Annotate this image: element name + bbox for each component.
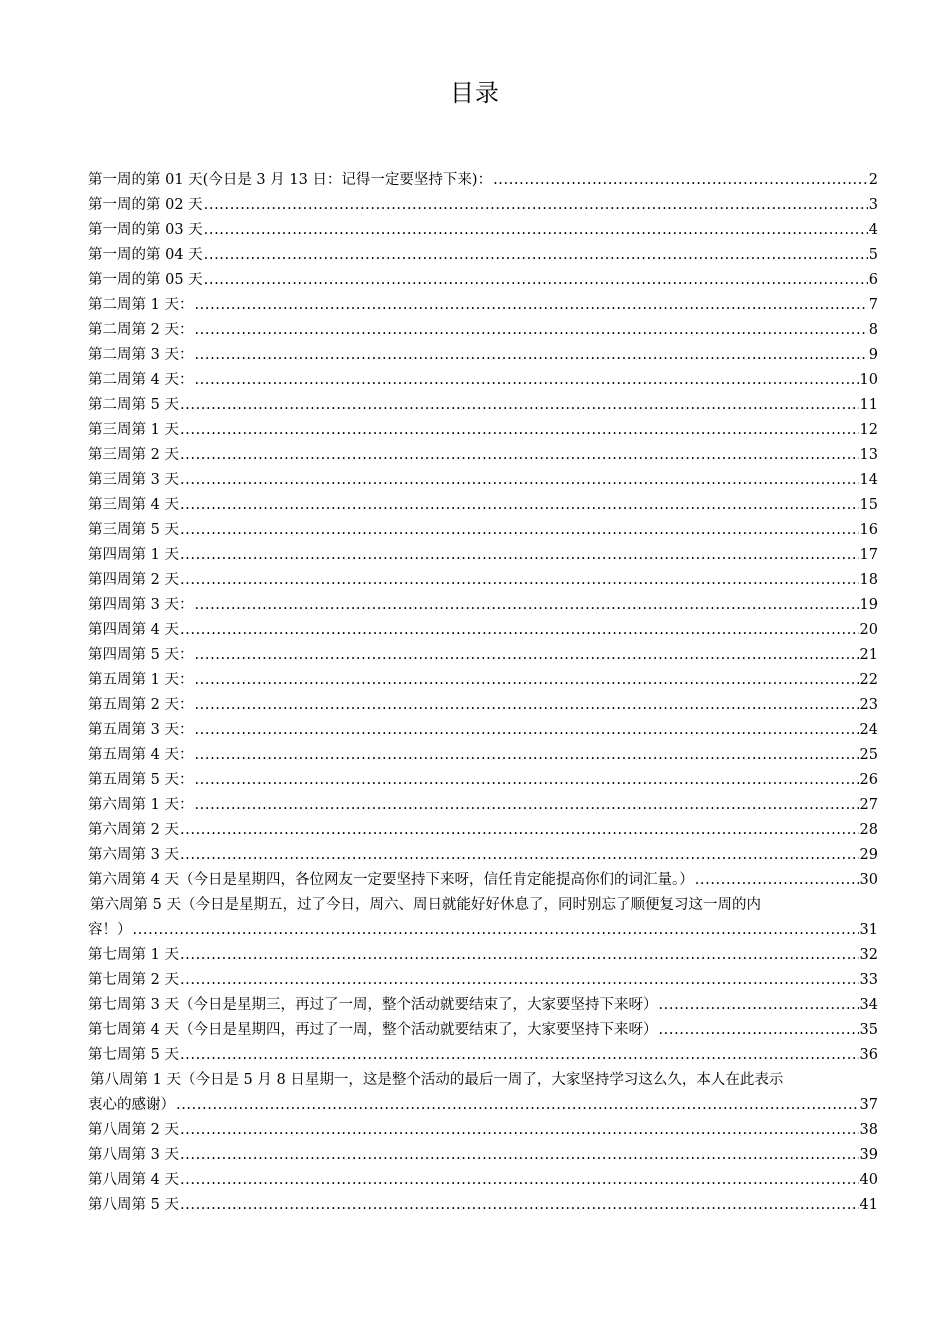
toc-entry-title: 第一周的第 02 天 (88, 197, 203, 213)
toc-entry[interactable] (88, 1143, 878, 1168)
dot-leader (180, 1168, 859, 1193)
toc-entry-page-number: 8 (868, 322, 878, 338)
toc-entry[interactable] (88, 968, 878, 993)
toc-entry[interactable] (88, 218, 878, 243)
toc-entry[interactable] (88, 1193, 878, 1218)
toc-entry-title: 第七周第 1 天 (88, 947, 179, 963)
toc-entry-title: 第八周第 3 天 (88, 1147, 179, 1163)
toc-entry-title: 第一周的第 05 天 (88, 272, 203, 288)
toc-entry-title: 第二周第 5 天 (88, 397, 179, 413)
toc-entry[interactable] (88, 818, 878, 843)
dot-leader (180, 468, 859, 493)
dot-leader (180, 393, 859, 418)
toc-entry-page-number: 13 (859, 447, 878, 463)
dot-leader (180, 943, 859, 968)
toc-entry[interactable] (88, 468, 878, 493)
toc-entry-page-number: 40 (859, 1172, 878, 1188)
toc-entry-title: 第五周第 4 天： (88, 747, 194, 763)
dot-leader (194, 743, 858, 768)
toc-entry[interactable] (88, 493, 878, 518)
toc-entry-page-number: 12 (859, 422, 878, 438)
table-of-contents (88, 168, 878, 1218)
toc-entry-title-continued: 衷心的感谢） (88, 1097, 175, 1113)
toc-entry-page-number: 2 (868, 172, 878, 188)
toc-entry[interactable] (88, 943, 878, 968)
dot-leader (194, 793, 858, 818)
toc-entry[interactable] (88, 768, 878, 793)
toc-entry-line2 (88, 1093, 878, 1118)
dot-leader (194, 343, 867, 368)
toc-entry-page-number: 15 (859, 497, 878, 513)
toc-entry[interactable] (88, 518, 878, 543)
toc-entry-page-number: 10 (859, 372, 878, 388)
toc-entry[interactable] (88, 293, 878, 318)
dot-leader (194, 693, 858, 718)
toc-entry-page-number: 30 (859, 872, 878, 888)
dot-leader (180, 443, 859, 468)
toc-entry-page-number: 36 (859, 1047, 878, 1063)
toc-entry-title: 第四周第 5 天： (88, 647, 194, 663)
toc-entry-title: 第二周第 1 天： (88, 297, 194, 313)
toc-entry[interactable] (88, 593, 878, 618)
dot-leader (180, 418, 859, 443)
toc-entry-title: 第四周第 1 天 (88, 547, 179, 563)
toc-entry-title: 第五周第 3 天： (88, 722, 194, 738)
dot-leader (658, 993, 858, 1018)
dot-leader (695, 868, 859, 893)
toc-entry-title: 第三周第 2 天 (88, 447, 179, 463)
dot-leader (204, 268, 868, 293)
toc-entry[interactable] (88, 668, 878, 693)
toc-entry-page-number: 39 (859, 1147, 878, 1163)
dot-leader (204, 193, 868, 218)
toc-entry-page-number: 33 (859, 972, 878, 988)
toc-entry-page-number: 6 (868, 272, 878, 288)
toc-entry-page-number: 31 (859, 922, 878, 938)
toc-entry-title: 第六周第 4 天（今日是星期四，各位网友一定要坚持下来呀，信任肯定能提高你们的词汇量。） (88, 872, 694, 888)
toc-entry[interactable] (88, 693, 878, 718)
toc-entry[interactable] (88, 1118, 878, 1143)
dot-leader (180, 1118, 859, 1143)
toc-entry[interactable] (88, 618, 878, 643)
toc-entry-page-number: 22 (859, 672, 878, 688)
toc-entry[interactable] (88, 993, 878, 1018)
toc-entry-title: 第六周第 1 天： (88, 797, 194, 813)
toc-entry-title: 第五周第 2 天： (88, 697, 194, 713)
dot-leader (180, 618, 859, 643)
toc-entry[interactable] (88, 343, 878, 368)
toc-entry-title: 第六周第 5 天（今日是星期五，过了今日，周六、周日就能好好休息了，同时别忘了顺便复习这一周的内 (90, 897, 761, 913)
toc-entry-title: 第七周第 5 天 (88, 1047, 179, 1063)
toc-entry-title: 第三周第 1 天 (88, 422, 179, 438)
toc-entry-title: 第六周第 2 天 (88, 822, 179, 838)
toc-entry-title: 第六周第 3 天 (88, 847, 179, 863)
dot-leader (194, 643, 858, 668)
dot-leader (204, 243, 868, 268)
toc-entry-title: 第四周第 3 天： (88, 597, 194, 613)
dot-leader (493, 168, 868, 193)
toc-entry[interactable] (88, 443, 878, 468)
toc-entry-page-number: 18 (859, 572, 878, 588)
toc-entry-page-number: 32 (859, 947, 878, 963)
toc-entry[interactable] (88, 1018, 878, 1043)
toc-entry-page-number: 9 (868, 347, 878, 363)
toc-entry[interactable] (88, 243, 878, 268)
dot-leader (194, 593, 858, 618)
toc-entry[interactable] (88, 168, 878, 193)
toc-entry-page-number: 37 (859, 1097, 878, 1113)
toc-entry-title: 第七周第 4 天（今日是星期四，再过了一周，整个活动就要结束了，大家要坚持下来呀） (88, 1022, 658, 1038)
toc-entry-page-number: 35 (859, 1022, 878, 1038)
toc-entry-line1 (88, 1068, 878, 1093)
toc-entry-title: 第二周第 3 天： (88, 347, 194, 363)
toc-entry-line2 (88, 918, 878, 943)
dot-leader (180, 1043, 859, 1068)
toc-entry-title: 第八周第 2 天 (88, 1122, 179, 1138)
toc-entry-title: 第八周第 4 天 (88, 1172, 179, 1188)
toc-entry-title: 第一周的第 01 天(今日是 3 月 13 日：记得一定要坚持下来)： (88, 172, 493, 188)
toc-entry-title: 第四周第 2 天 (88, 572, 179, 588)
dot-leader (194, 293, 867, 318)
toc-entry[interactable] (88, 1043, 878, 1068)
dot-leader (180, 518, 859, 543)
dot-leader (176, 1093, 859, 1118)
dot-leader (194, 718, 858, 743)
toc-entry-title: 第八周第 5 天 (88, 1197, 179, 1213)
toc-entry[interactable] (88, 418, 878, 443)
toc-entry[interactable] (88, 568, 878, 593)
toc-entry-page-number: 5 (868, 247, 878, 263)
toc-entry-title: 第三周第 3 天 (88, 472, 179, 488)
toc-entry-page-number: 34 (859, 997, 878, 1013)
toc-entry[interactable] (88, 1168, 878, 1193)
toc-entry-title-continued: 容！） (88, 922, 132, 938)
toc-entry-title: 第五周第 1 天： (88, 672, 194, 688)
toc-entry[interactable] (88, 268, 878, 293)
toc-entry-page-number: 38 (859, 1122, 878, 1138)
toc-entry-page-number: 3 (868, 197, 878, 213)
toc-entry-title: 第一周的第 04 天 (88, 247, 203, 263)
toc-entry-page-number: 27 (859, 797, 878, 813)
page-title: 目录 (450, 79, 500, 107)
toc-entry-page-number: 25 (859, 747, 878, 763)
toc-entry-page-number: 20 (859, 622, 878, 638)
toc-entry-title: 第五周第 5 天： (88, 772, 194, 788)
toc-entry[interactable] (88, 1068, 878, 1118)
toc-entry-page-number: 24 (859, 722, 878, 738)
dot-leader (133, 918, 859, 943)
dot-leader (180, 543, 859, 568)
toc-entry-page-number: 19 (859, 597, 878, 613)
dot-leader (194, 768, 858, 793)
dot-leader (194, 318, 867, 343)
toc-entry-title: 第二周第 4 天： (88, 372, 194, 388)
toc-entry-page-number: 11 (859, 397, 878, 413)
dot-leader (180, 493, 859, 518)
toc-entry-title: 第三周第 4 天 (88, 497, 179, 513)
dot-leader (180, 843, 859, 868)
toc-entry[interactable] (88, 843, 878, 868)
dot-leader (204, 218, 868, 243)
toc-entry[interactable] (88, 868, 878, 893)
toc-entry-line1 (88, 893, 878, 918)
toc-entry-page-number: 26 (859, 772, 878, 788)
toc-entry-page-number: 41 (859, 1197, 878, 1213)
toc-entry[interactable] (88, 193, 878, 218)
dot-leader (180, 818, 859, 843)
dot-leader (180, 568, 859, 593)
toc-entry-page-number: 7 (868, 297, 878, 313)
toc-entry-page-number: 21 (859, 647, 878, 663)
toc-entry-page-number: 14 (859, 472, 878, 488)
toc-entry[interactable] (88, 718, 878, 743)
toc-entry-title: 第八周第 1 天（今日是 5 月 8 日星期一，这是整个活动的最后一周了，大家坚持学习这么久，本人在此表示 (90, 1072, 784, 1088)
toc-entry[interactable] (88, 793, 878, 818)
toc-entry[interactable] (88, 393, 878, 418)
toc-entry[interactable] (88, 543, 878, 568)
toc-entry[interactable] (88, 893, 878, 943)
toc-entry[interactable] (88, 743, 878, 768)
toc-entry-page-number: 17 (859, 547, 878, 563)
dot-leader (180, 1143, 859, 1168)
toc-entry-page-number: 29 (859, 847, 878, 863)
toc-entry-title: 第三周第 5 天 (88, 522, 179, 538)
dot-leader (180, 1193, 859, 1218)
dot-leader (658, 1018, 858, 1043)
toc-entry-page-number: 23 (859, 697, 878, 713)
toc-entry-title: 第七周第 2 天 (88, 972, 179, 988)
dot-leader (194, 668, 858, 693)
toc-entry[interactable] (88, 643, 878, 668)
toc-entry-title: 第四周第 4 天 (88, 622, 179, 638)
dot-leader (194, 368, 858, 393)
dot-leader (180, 968, 859, 993)
toc-entry[interactable] (88, 368, 878, 393)
toc-entry-page-number: 16 (859, 522, 878, 538)
toc-entry-title: 第二周第 2 天： (88, 322, 194, 338)
toc-entry-page-number: 28 (859, 822, 878, 838)
toc-entry-title: 第七周第 3 天（今日是星期三，再过了一周，整个活动就要结束了，大家要坚持下来呀） (88, 997, 658, 1013)
toc-entry-page-number: 4 (868, 222, 878, 238)
toc-entry-title: 第一周的第 03 天 (88, 222, 203, 238)
toc-entry[interactable] (88, 318, 878, 343)
